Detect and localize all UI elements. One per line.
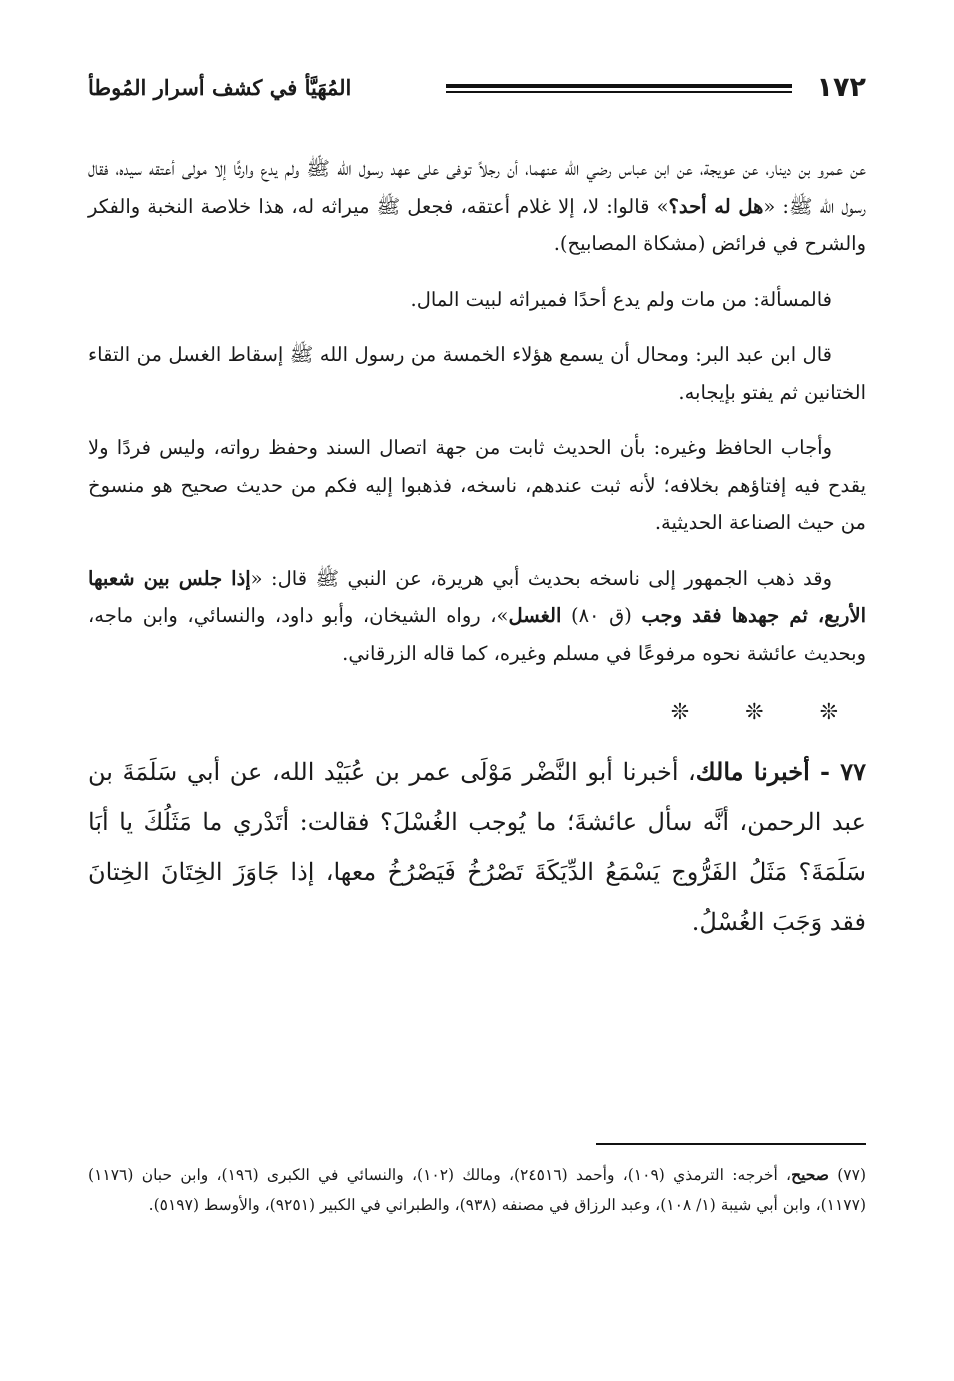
- asterism-icon: ❊: [745, 700, 764, 725]
- quoted-hadith: هل له أحد؟: [668, 194, 764, 218]
- footnote-rule: [596, 1143, 866, 1145]
- paragraph: فالمسألة: من مات ولم يدع أحدًا فميراثه لبيت المال.: [410, 287, 832, 311]
- grading: صحيح: [791, 1165, 829, 1184]
- paragraph-text: » قالوا: لا، إلا غلام أعتقه، فجعل ﷺ ميراثه له، هذا خلاصة النخبة والفكر والشرح في فرائض (مشكاة المصابيح).: [88, 194, 866, 255]
- section-separator: [88, 700, 866, 725]
- paragraph-text: »، رواه الشيخان، وأبو داود، والنسائي، وابن ماجه، وبحديث عائشة نحوه مرفوعًا في مسلم وغيره، كما قاله الزرقاني.: [88, 604, 866, 665]
- paragraph: [88, 560, 866, 673]
- quoted-hadith: الغسل: [508, 604, 562, 627]
- header-rule: [446, 84, 792, 88]
- header-rule-thin: [446, 91, 792, 93]
- paragraph: وأجاب الحافظ وغيره: بأن الحديث ثابت من جهة اتصال السند وحفظ رواته، وليس فردًا ولا يقدح فيه إفتاؤهم بخلافه؛ لأنه ثبت عندهم، ناسخه، فذهبوا إليه فكم من حديث صحيح هو منسوخ من حيث الصناعة الحديثية.: [88, 436, 866, 534]
- hadith-text: ، أخبرنا أبو النَّضْر مَوْلَى عمر بن عُبَيْد الله، عن أبي سَلَمَةَ بن عبد الرحمن، أنَّه سأل عائشةَ؛ ما يُوجب الغُسْلَ؟ فقالت: أتَدْري ما مَثَلُكَ يا أبَا سَلَمَةَ؟ مَثَلُ الفَرُّوج يَسْمَعُ الدِّيَكَةَ تَصْرُخُ فَيَصْرُخُ معها، إذا جَاوَزَ الخِتَانَ الخِتانَ فقد وَجَبَ الغُسْلُ.: [88, 758, 866, 936]
- footnote-text: ، أخرجه: الترمذي (١٠٩)، وأحمد (٢٤٥١٦)، ومالك (١٠٢)، والنسائي في الكبرى (١٩٦)، وابن حبان (١١٧٦) (١١٧٧)، وابن أبي شيبة (١/ ١٠٨)، وعبد الرزاق في مصنفه (٩٣٨)، والطبراني في الكبير (٩٢٥١)، والأوسط (٥١٩٧).: [88, 1166, 866, 1214]
- footnote-ref: (٧٧): [837, 1166, 867, 1184]
- page-header: [88, 70, 866, 110]
- paragraph-text: وقد ذهب الجمهور إلى ناسخه بحديث أبي هريرة، عن النبي ﷺ قال: «: [250, 566, 832, 590]
- asterism-icon: ❊: [670, 700, 690, 725]
- paragraph-text: عن عمرو بن دينار، عن عويجة، عن ابن عباس رضي الله عنهما، أن رجلاً توفى على عهد رسول الله ﷺ ولم يدع وارثًا إلا مولى أعتقه سيده، فقال رسول الله ﷺ: «: [88, 157, 866, 218]
- footnotes: [88, 1160, 866, 1220]
- main-text: [88, 150, 866, 947]
- asterism-icon: ❊: [819, 700, 838, 725]
- manuscript-ref: (ق ٨٠): [561, 604, 642, 627]
- quoted-hadith: إذا جلس بين شعبها الأربع، ثم جهدها فقد وجب: [88, 566, 866, 627]
- hadith-number: ٧٧ - أخبرنا مالك: [695, 757, 866, 786]
- paragraph: [88, 150, 866, 263]
- paragraph: قال ابن عبد البر: ومحال أن يسمع هؤلاء الخمسة من رسول الله ﷺ إسقاط الغسل من التقاء الختانين ثم يفتو بإيجابه.: [88, 343, 866, 404]
- book-title: المُهَيَّأ في كشف أسرار المُوطأ: [88, 75, 352, 100]
- footnote: [88, 1160, 866, 1220]
- page-number: ١٧٢: [816, 72, 866, 103]
- hadith-77: [88, 747, 866, 947]
